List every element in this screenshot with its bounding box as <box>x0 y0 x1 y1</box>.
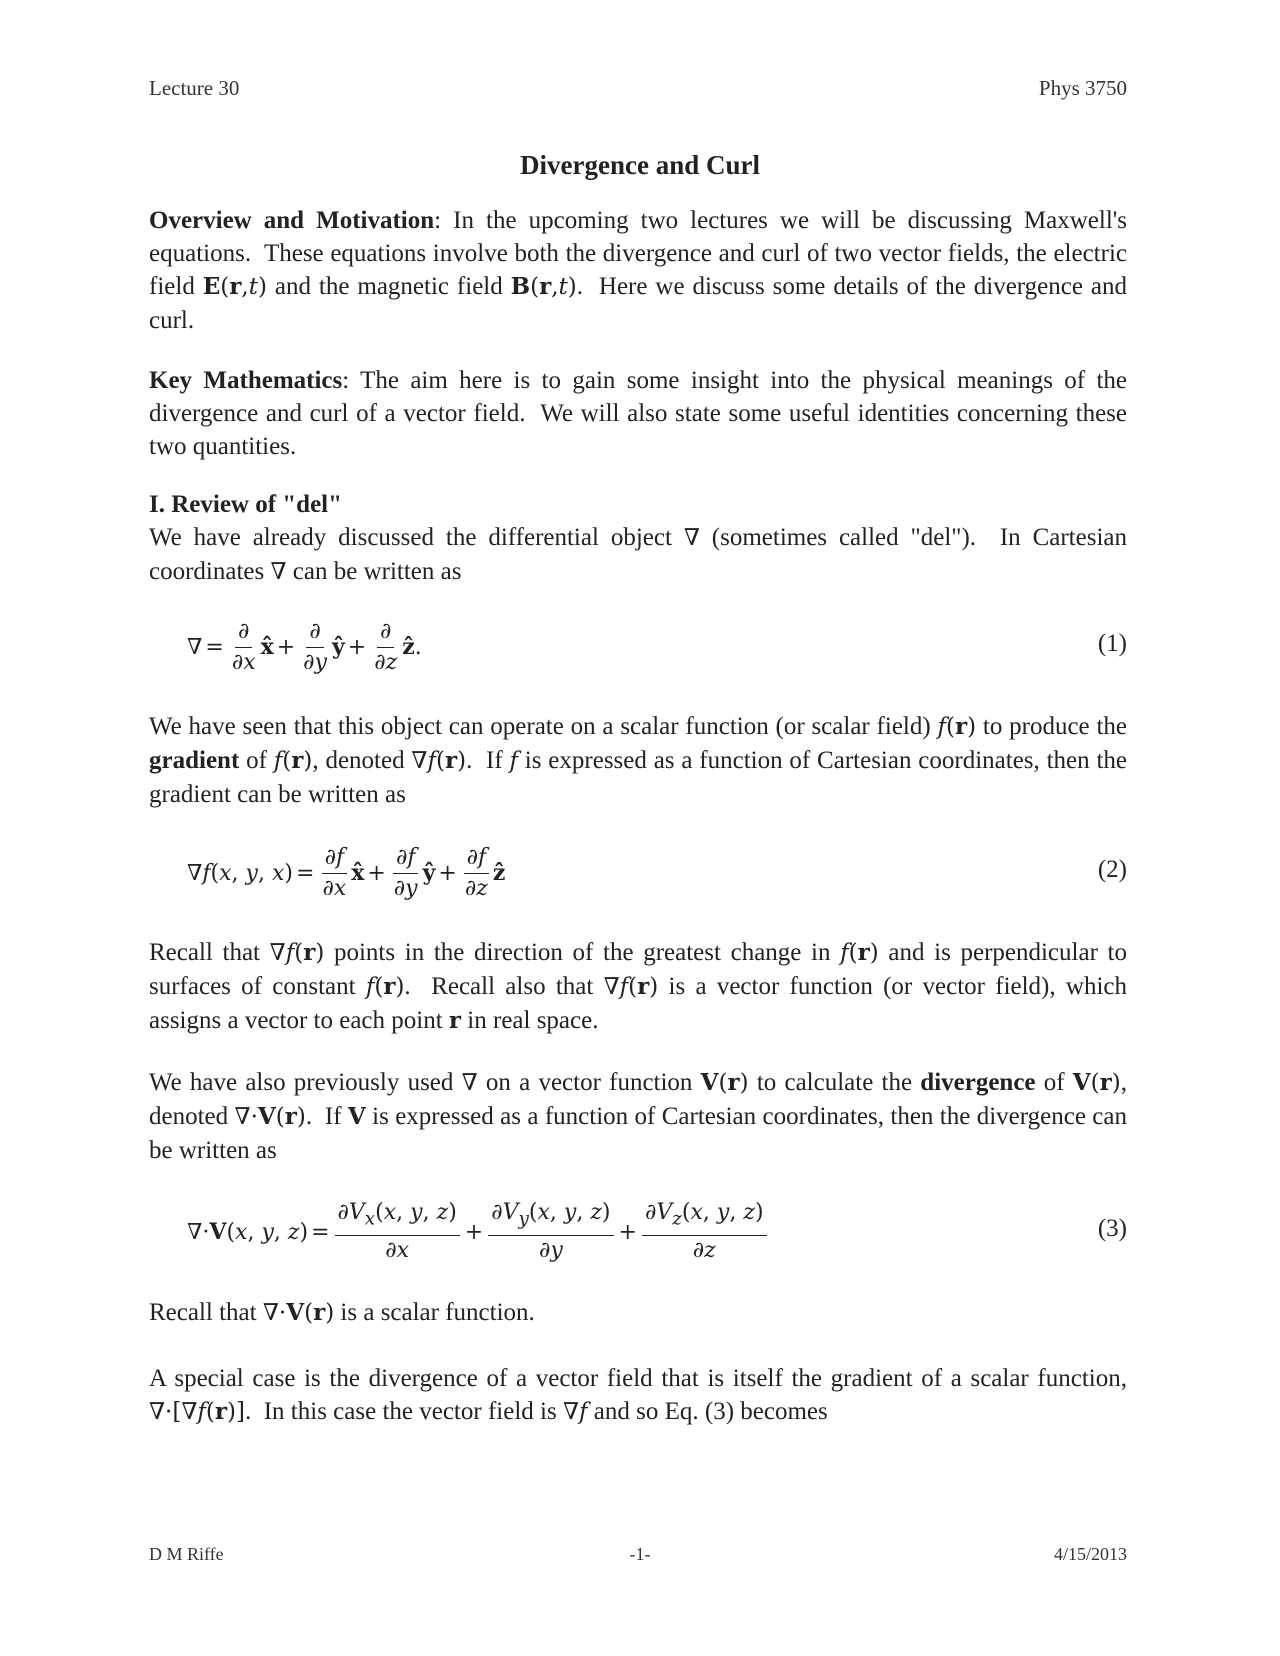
equation-2-number: (2) <box>1097 856 1127 883</box>
section-1-intro: I. Review of "del" We have already discussed the differential object ∇ (sometimes called "del"). In Cartesian coordinates ∇ can be written as <box>149 488 1127 589</box>
overview-paragraph: Overview and Motivation: In the upcoming two lectures we will be discussing Maxwell's equations. These equations involve both the divergence and curl of two vector fields, the electric field E(r,t) and the magnetic field B(r,t). Here we discuss some details of the divergence and curl. <box>149 207 1127 334</box>
equation-2: ∇f(x, y, x) = $\frac{\partial f}{\partial x}$ x̂ + $\frac{\partial f}{\partial y}$ ŷ + $\frac{\partial f}{\partial z}$ ẑ <box>187 844 506 901</box>
footer-author: D M Riffe <box>149 1544 224 1564</box>
divergence-paragraph: We have also previously used ∇ on a vector function V(r) to calculate the divergence of V(r), denoted ∇·V(r). If V is expressed as a function of Cartesian coordinates, then the divergence can be written as <box>149 1069 1128 1164</box>
gradient-paragraph: We have seen that this object can operate on a scalar function (or scalar field) f(r) to produce the gradient of f(r), denoted ∇f(r). If f is expressed as a function of Cartesian coordinates, then the gradient can be written as <box>149 713 1128 808</box>
special-case-paragraph: A special case is the divergence of a vector field that is itself the gradient of a scalar function, ∇·[∇f(r)]. In this case the vector field is ∇f and so Eq. (3) becomes <box>149 1365 1127 1425</box>
recall-divergence-paragraph: Recall that ∇·V(r) is a scalar function. <box>149 1299 535 1326</box>
footer-page-number: -1- <box>629 1544 651 1564</box>
header-course: Phys 3750 <box>1038 76 1127 100</box>
key-math-label: Key Mathematics <box>149 367 343 394</box>
equation-1: ∇ = $\frac{\partial}{\partial x}$ x̂ + $\frac{\partial}{\partial y}$ ŷ + $\frac{\partial}{\partial z}$ ẑ . <box>187 618 422 675</box>
overview-label: Overview and Motivation <box>149 207 435 234</box>
equation-3: ∇·V(x, y, z) = $\frac{\partial V_x(x, y, z)}{\partial x}$ + $\frac{\partial V_y(x, y, z)}{\partial y}$ + $\frac{\partial V_z(x, y, z)}{\partial z}$ <box>187 1197 769 1267</box>
page-title: Divergence and Curl <box>520 150 760 180</box>
recall-gradient-paragraph: Recall that ∇f(r) points in the direction of the greatest change in f(r) and is perpendicular to surfaces of constant f(r). Recall also that ∇f(r) is a vector function (or vector field), which assigns a vector to each point r in real space. <box>149 939 1127 1034</box>
key-math-paragraph: Key Mathematics: The aim here is to gain some insight into the physical meanings of the divergence and curl of a vector field. We will also state some useful identities concerning these two quantities. <box>149 367 1128 460</box>
equation-1-number: (1) <box>1097 630 1127 657</box>
equation-3-number: (3) <box>1097 1215 1127 1242</box>
header-lecture: Lecture 30 <box>149 76 240 100</box>
section-1-heading: I. Review of "del" <box>149 491 343 518</box>
footer-date: 4/15/2013 <box>1053 1544 1127 1564</box>
